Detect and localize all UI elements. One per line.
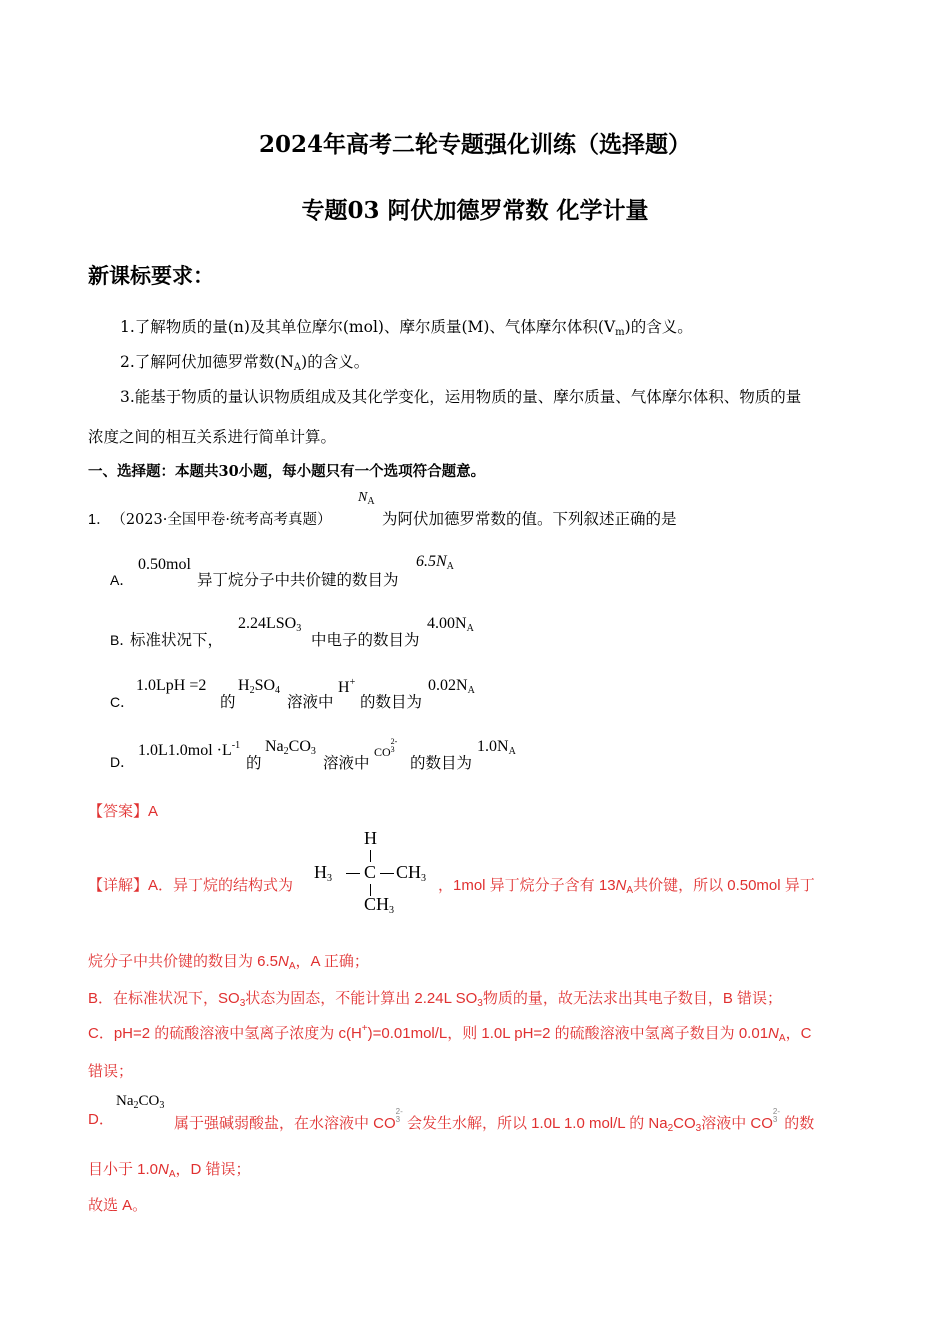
option-c-text-2: 溶液中 bbox=[287, 693, 334, 711]
detail-d-line2: 目小于 $1.0N_A$，D 错误； bbox=[88, 1161, 251, 1180]
option-d-math-3: CO2- 3 bbox=[374, 737, 398, 759]
option-d-text-1: 的 bbox=[246, 754, 262, 772]
option-d-math-1: $1.0L1.0mol \cdot L^{-1}$ bbox=[138, 740, 241, 759]
conclusion: 故选 A。 bbox=[88, 1197, 148, 1214]
detail-d-label: D． bbox=[88, 1111, 114, 1128]
detail-a-line2: 烷分子中共价键的数目为 $6.5N_A$，A 正确； bbox=[88, 953, 369, 972]
option-d-text-3: 的数目为 bbox=[410, 754, 473, 772]
isobutane-structure: H $H_3$ C $CH_3$ $CH_3$ bbox=[314, 828, 427, 916]
detail-a-line1-end: ，1mol 异丁烷分子含有 $13N_A$共价键，所以 0.50mol 异丁 bbox=[438, 877, 815, 896]
detail-d-line1: 属于强碱弱酸盐，在水溶液中 CO2- 3 会发生水解，所以 1.0L 1.0 mol/L 的 $Na_2CO_3$溶液中 CO2- 3 的数 bbox=[174, 1107, 815, 1134]
page-subtitle: 专题03 阿伏加德罗常数 化学计量 bbox=[301, 197, 649, 224]
option-d-math-4: $1.0N_A$ bbox=[477, 738, 516, 757]
section-heading: 一、选择题：本题共30小题，每小题只有一个选项符合题意。 bbox=[88, 463, 486, 480]
option-d-text-2: 溶液中 bbox=[323, 754, 370, 772]
page-title: 2024年高考二轮专题强化训练（选择题） bbox=[258, 131, 691, 158]
option-c-math-3: H+ bbox=[338, 677, 356, 696]
requirement-3: 3.能基于物质的量认识物质组成及其化学变化，运用物质的量、摩尔质量、气体摩尔体积、物质的量 bbox=[120, 388, 802, 406]
requirement-3-cont: 浓度之间的相互关系进行简单计算。 bbox=[88, 428, 337, 446]
option-a-text: 异丁烷分子中共价键的数目为 bbox=[197, 571, 399, 589]
answer-label: 【答案】A bbox=[88, 803, 159, 820]
detail-c-cont: 错误； bbox=[88, 1063, 134, 1080]
detail-b: B．在标准状况下，$SO_3$状态为固态，不能计算出 2.24L $SO_3$物质的量，故无法求出其电子数目，B 错误； bbox=[88, 990, 782, 1009]
option-c-text-1: 的 bbox=[220, 693, 236, 711]
option-c-text-3: 的数目为 bbox=[360, 693, 423, 711]
option-a-label[interactable]: A． bbox=[110, 572, 134, 588]
option-d-label[interactable]: D． bbox=[110, 754, 135, 770]
requirement-2: 2.了解阿伏加德罗常数$(N_A)$的含义。 bbox=[120, 353, 370, 373]
detail-c: C．pH=2 的硫酸溶液中氢离子浓度为 c(H+)=0.01mol/L，则 1.0L pH=2 的硫酸溶液中氢离子数目为 $0.01N_A$，C bbox=[88, 1023, 812, 1044]
na-symbol: $N_A$ bbox=[358, 490, 375, 507]
question-stem: 为阿伏加德罗常数的值。下列叙述正确的是 bbox=[382, 510, 677, 528]
option-b-text-0: 标准状况下， bbox=[130, 631, 224, 649]
detail-d-na2co3: $Na_2CO_3$ bbox=[116, 1093, 165, 1111]
option-c-math-2: $H_2SO_4$ bbox=[238, 677, 281, 696]
option-a-math-1: 0.50mol bbox=[138, 556, 191, 573]
option-b-label[interactable]: B． bbox=[110, 632, 134, 648]
option-b-math-2: $4.00N_A$ bbox=[427, 615, 474, 634]
option-c-math-1: 1.0LpH =2 bbox=[136, 677, 207, 694]
detail-a-line1-start: 【详解】A．异丁烷的结构式为 bbox=[88, 877, 294, 894]
requirements-heading: 新课标要求： bbox=[88, 263, 214, 288]
option-b-text-1: 中电子的数目为 bbox=[311, 631, 420, 649]
option-c-label[interactable]: C． bbox=[110, 694, 135, 710]
option-c-math-4: $0.02N_A$ bbox=[428, 677, 475, 696]
option-d-math-2: $Na_2CO_3$ bbox=[265, 738, 316, 757]
question-number: 1． （2023·全国甲卷·统考高考真题） bbox=[88, 512, 332, 528]
requirement-1: 1.了解物质的量(n)及其单位摩尔(mol)、摩尔质量(M)、气体摩尔体积$(V_m)$的含义。 bbox=[120, 318, 693, 338]
option-a-math-2: $6.5N_A$ bbox=[416, 553, 454, 572]
option-b-math-1: $2.24LSO_3$ bbox=[238, 615, 302, 634]
